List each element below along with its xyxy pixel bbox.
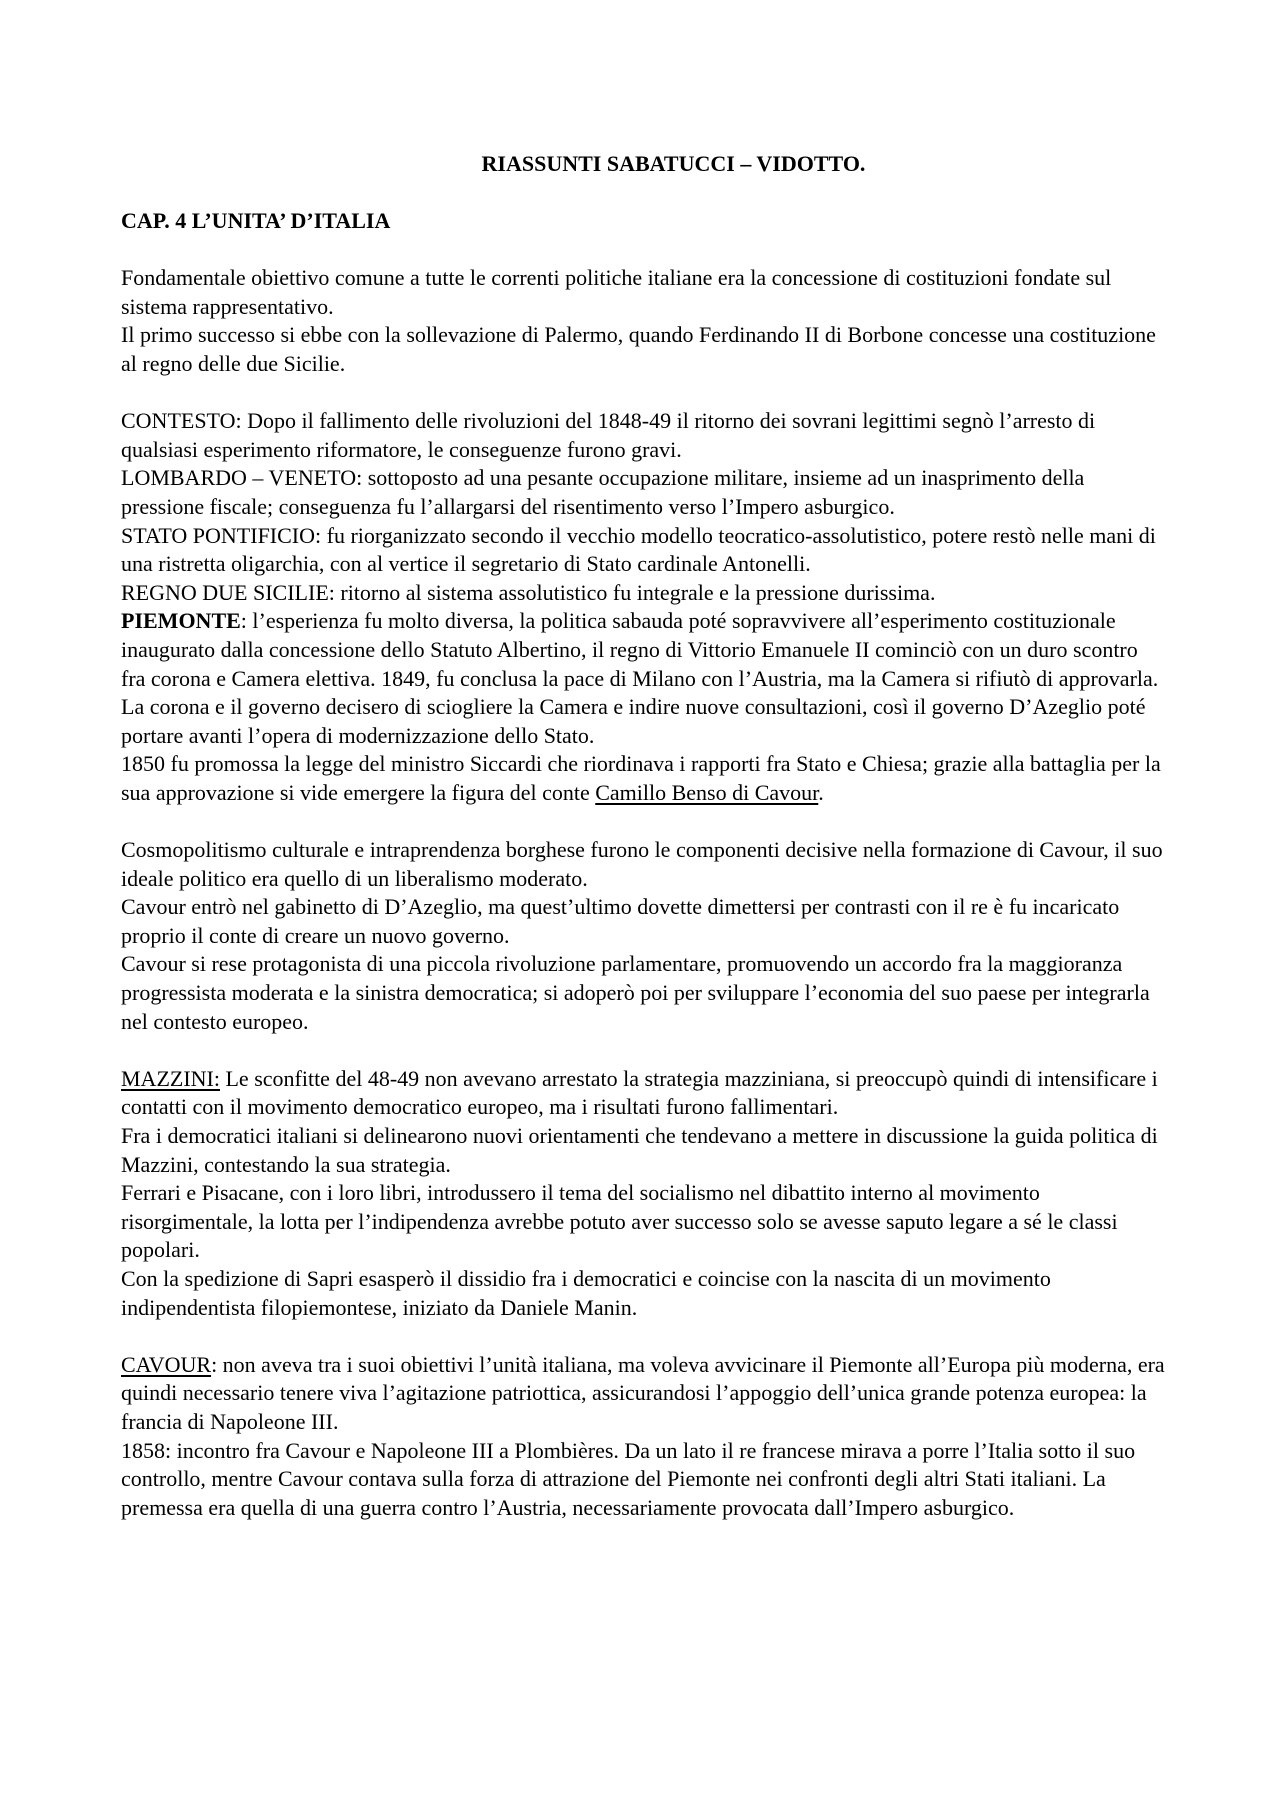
paragraph-gap <box>121 807 1166 836</box>
document-title: RIASSUNTI SABATUCCI – VIDOTTO. <box>481 151 866 176</box>
document-body <box>121 150 1166 1522</box>
intro-paragraph-2: Il primo successo si ebbe con la sollevazione di Palermo, quando Ferdinando II di Borbone concesse una costituzione al regno delle due Sicilie. <box>121 322 1156 376</box>
cavour-text-1: : non aveva tra i suoi obiettivi l’unità italiana, ma voleva avvicinare il Piemonte all’Europa più moderna, era quindi necessario tenere viva l’agitazione patriottica, assicurandosi l’appoggio dell’unica grande potenza europea: la francia di Napoleone III. <box>121 1351 1165 1434</box>
piemonte-text: : l’esperienza fu molto diversa, la politica sabauda poté sopravvivere all’esperimento costituzionale inaugurato dalla concessione dello Statuto Albertino, il regno di Vittorio Emanuele II cominciò con un duro scontro fra corona e Camera elettiva. 1849, fu conclusa la pace di Milano con l’Austria, ma la Camera si rifiutò di approvarla. La corona e il governo decisero di sciogliere la Camera e indire nuove consultazioni, così il governo D’Azeglio poté portare avanti l’opera di modernizzazione dello Stato. <box>121 608 1159 748</box>
cavour-paragraph-2: 1858: incontro fra Cavour e Napoleone III a Plombières. Da un lato il re francese mirava a porre l’Italia sotto il suo controllo, mentre Cavour contava sulla forza di attrazione del Piemonte nei confronti degli altri Stati italiani. La premessa era quella di una guerra contro l’Austria, necessariamente provocata dall’Impero asburgico. <box>121 1437 1136 1520</box>
intro-paragraph-1: Fondamentale obiettivo comune a tutte le correnti politiche italiane era la concessione di costituzioni fondate sul sistema rappresentativo. <box>121 265 1112 319</box>
mazzini-paragraph-4: Con la spedizione di Sapri esasperò il dissidio fra i democratici e coincise con la nascita di un movimento indipendentista filopiemontese, iniziato da Daniele Manin. <box>121 1265 1051 1320</box>
mazzini-paragraph-2: Fra i democratici italiani si delinearono nuovi orientamenti che tendevano a mettere in discussione la guida politica di Mazzini, contestando la sua strategia. <box>121 1123 1158 1177</box>
mazzini-paragraph-3: Ferrari e Pisacane, con i loro libri, introdussero il tema del socialismo nel dibattito interno al movimento risorgimentale, la lotta per l’indipendenza avrebbe potuto aver successo solo se avesse saputo legare a sé le classi popolari. <box>121 1180 1118 1263</box>
siccardi-paragraph <box>121 750 1166 807</box>
paragraph-gap <box>121 379 1166 408</box>
cavour-paragraph-1 <box>121 1351 1166 1437</box>
mazzini-text-1: Le sconfitte del 48-49 non avevano arrestato la strategia mazziniana, si preoccupò quindi di intensificare i contatti con il movimento democratico europeo, ma i risultati furono fallimentari. <box>121 1065 1158 1120</box>
piemonte-label: PIEMONTE <box>121 608 241 634</box>
siccardi-end: . <box>818 779 824 805</box>
chapter-title: CAP. 4 L’UNITA’ D’ITALIA <box>121 207 391 233</box>
cavour-intro-paragraph-3: Cavour si rese protagonista di una piccola rivoluzione parlamentare, promuovendo un accordo fra la maggioranza progressista moderata e la sinistra democratica; si adoperò poi per sviluppare l’economia del suo paese per integrarla nel contesto europeo. <box>121 951 1150 1034</box>
siccardi-text: 1850 fu promossa la legge del ministro Siccardi che riordinava i rapporti fra Stato e Chiesa; grazie alla battaglia per la sua approvazione si vide emergere la figura del conte <box>121 751 1161 805</box>
piemonte-paragraph <box>121 607 1166 750</box>
stato-pontificio-paragraph: STATO PONTIFICIO: fu riorganizzato secondo il vecchio modello teocratico-assolutistico, potere restò nelle mani di una ristretta oligarchia, con al vertice il segretario di Stato cardinale Antonelli. <box>121 522 1156 577</box>
regno-due-sicilie-paragraph: REGNO DUE SICILIE: ritorno al sistema assolutistico fu integrale e la pressione durissima. <box>121 579 936 605</box>
paragraph-gap <box>121 1036 1166 1065</box>
context-paragraph: CONTESTO: Dopo il fallimento delle rivoluzioni del 1848-49 il ritorno dei sovrani legittimi segnò l’arresto di qualsiasi esperimento riformatore, le conseguenze furono gravi. <box>121 408 1096 462</box>
paragraph-gap <box>121 1322 1166 1351</box>
cavour-intro-paragraph-2: Cavour entrò nel gabinetto di D’Azeglio, ma quest’ultimo dovette dimettersi per contrasti con il re è fu incaricato proprio il conte di creare un nuovo governo. <box>121 894 1120 948</box>
mazzini-label: MAZZINI: <box>121 1065 220 1091</box>
mazzini-paragraph-1 <box>121 1065 1166 1122</box>
cavour-name-underlined: Camillo Benso di Cavour <box>595 779 819 805</box>
cavour-intro-paragraph-1: Cosmopolitismo culturale e intraprendenza borghese furono le componenti decisive nella formazione di Cavour, il suo ideale politico era quello di un liberalismo moderato. <box>121 837 1163 891</box>
cavour-label: CAVOUR <box>121 1351 212 1377</box>
lombardo-veneto-paragraph: LOMBARDO – VENETO: sottoposto ad una pesante occupazione militare, insieme ad un inasprimento della pressione fiscale; conseguenza fu l’allargarsi del risentimento verso l’Impero asburgico. <box>121 465 1085 519</box>
